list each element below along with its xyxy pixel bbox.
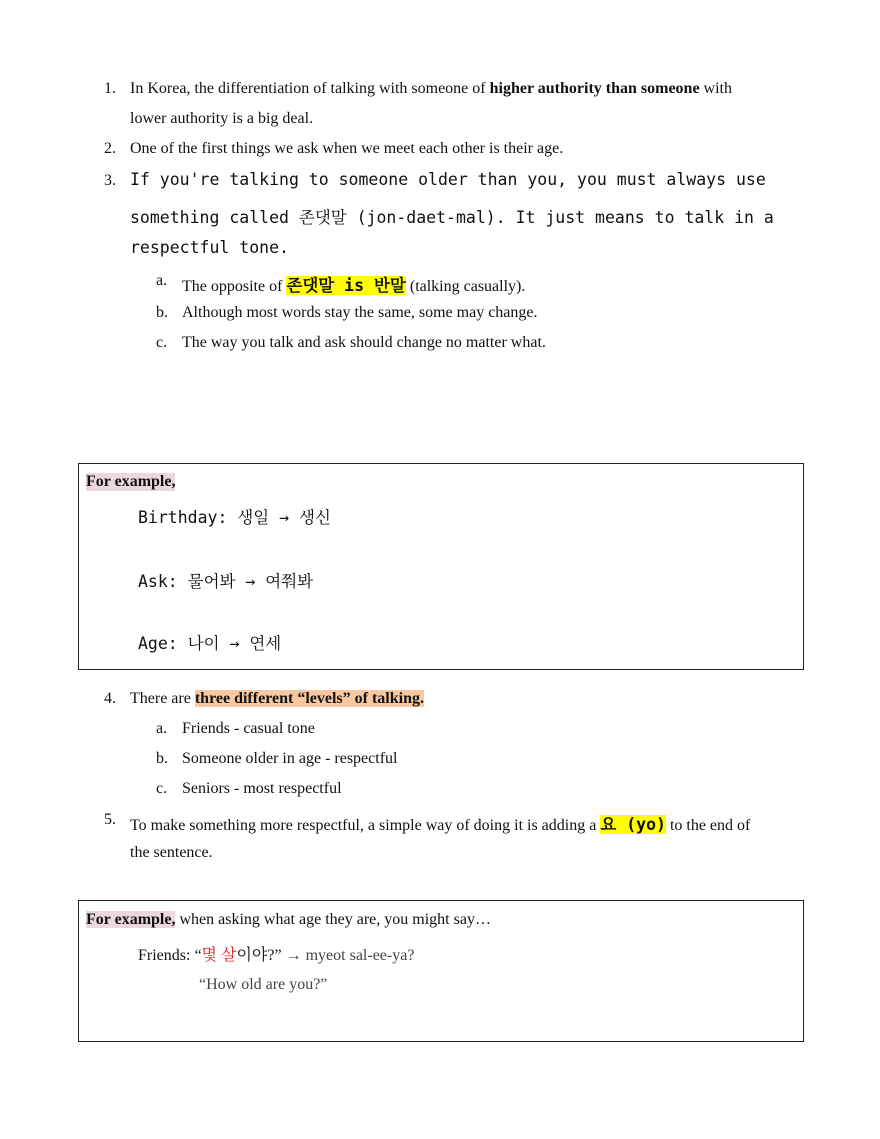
example-label: For example, (86, 473, 176, 490)
highlighted-text: 존댓말 is 반말 (286, 276, 406, 295)
list-marker: a. (156, 720, 168, 737)
sub-item-3c: The way you talk and ask should change no matter what. (182, 334, 546, 351)
sub-item-3b: Although most words stay the same, some may change. (182, 304, 538, 321)
list-item-3: If you're talking to someone older than you, you must always use (130, 170, 766, 189)
example-box-2 (78, 900, 804, 1042)
text: (talking casually). (405, 278, 526, 295)
text: when asking what age they are, you might say… (175, 911, 491, 928)
example-box-1 (78, 463, 804, 670)
list-item-1-cont: lower authority is a big deal. (130, 110, 314, 127)
list-marker: 1. (104, 80, 116, 97)
sub-item-3a (182, 272, 525, 296)
list-marker: 2. (104, 140, 116, 157)
sub-item-4a: Friends - casual tone (182, 720, 315, 737)
example-label: For example, (86, 911, 176, 928)
text: There are (130, 690, 195, 707)
translation: “How old are you?” (199, 976, 328, 993)
text: 이야?” (236, 947, 282, 964)
list-item-4 (130, 690, 424, 708)
highlighted-text: three different “levels” of talking. (194, 690, 424, 707)
list-marker: b. (156, 304, 168, 321)
list-item-5 (130, 811, 750, 835)
list-marker: c. (156, 780, 168, 797)
list-item-1 (130, 80, 732, 98)
example-friends (138, 942, 414, 965)
text: with (699, 80, 732, 97)
example-intro (86, 911, 491, 929)
text: Friends: “ (138, 947, 202, 964)
text: to the end of (665, 817, 751, 834)
example-ask: Ask: 물어봐 → 여쭤봐 (138, 572, 314, 591)
romanization: → myeot sal-ee-ya? (281, 947, 415, 964)
list-marker: 5. (104, 811, 116, 828)
text: To make something more respectful, a simple way of doing it is adding a (130, 817, 601, 834)
list-marker: c. (156, 334, 168, 351)
list-marker: 3. (104, 172, 116, 189)
list-marker: 4. (104, 690, 116, 707)
sub-item-4b: Someone older in age - respectful (182, 750, 398, 767)
list-item-3-cont: respectful tone. (130, 238, 289, 257)
list-marker: a. (156, 272, 168, 289)
bold-text: higher authority than someone (489, 80, 700, 97)
example-birthday: Birthday: 생일 → 생신 (138, 508, 331, 527)
list-marker: b. (156, 750, 168, 767)
text: In Korea, the differentiation of talking with someone of (130, 80, 490, 97)
list-item-3-cont: something called 존댓말 (jon-daet-mal). It just means to talk in a (130, 208, 774, 227)
highlighted-text: 요 (yo) (600, 815, 666, 834)
example-age: Age: 나이 → 연세 (138, 634, 282, 653)
sub-item-4c: Seniors - most respectful (182, 780, 342, 797)
red-text: 몇 살 (201, 947, 237, 964)
text: The opposite of (182, 278, 287, 295)
list-item-2: One of the first things we ask when we meet each other is their age. (130, 140, 564, 157)
list-item-5-cont: the sentence. (130, 844, 213, 861)
